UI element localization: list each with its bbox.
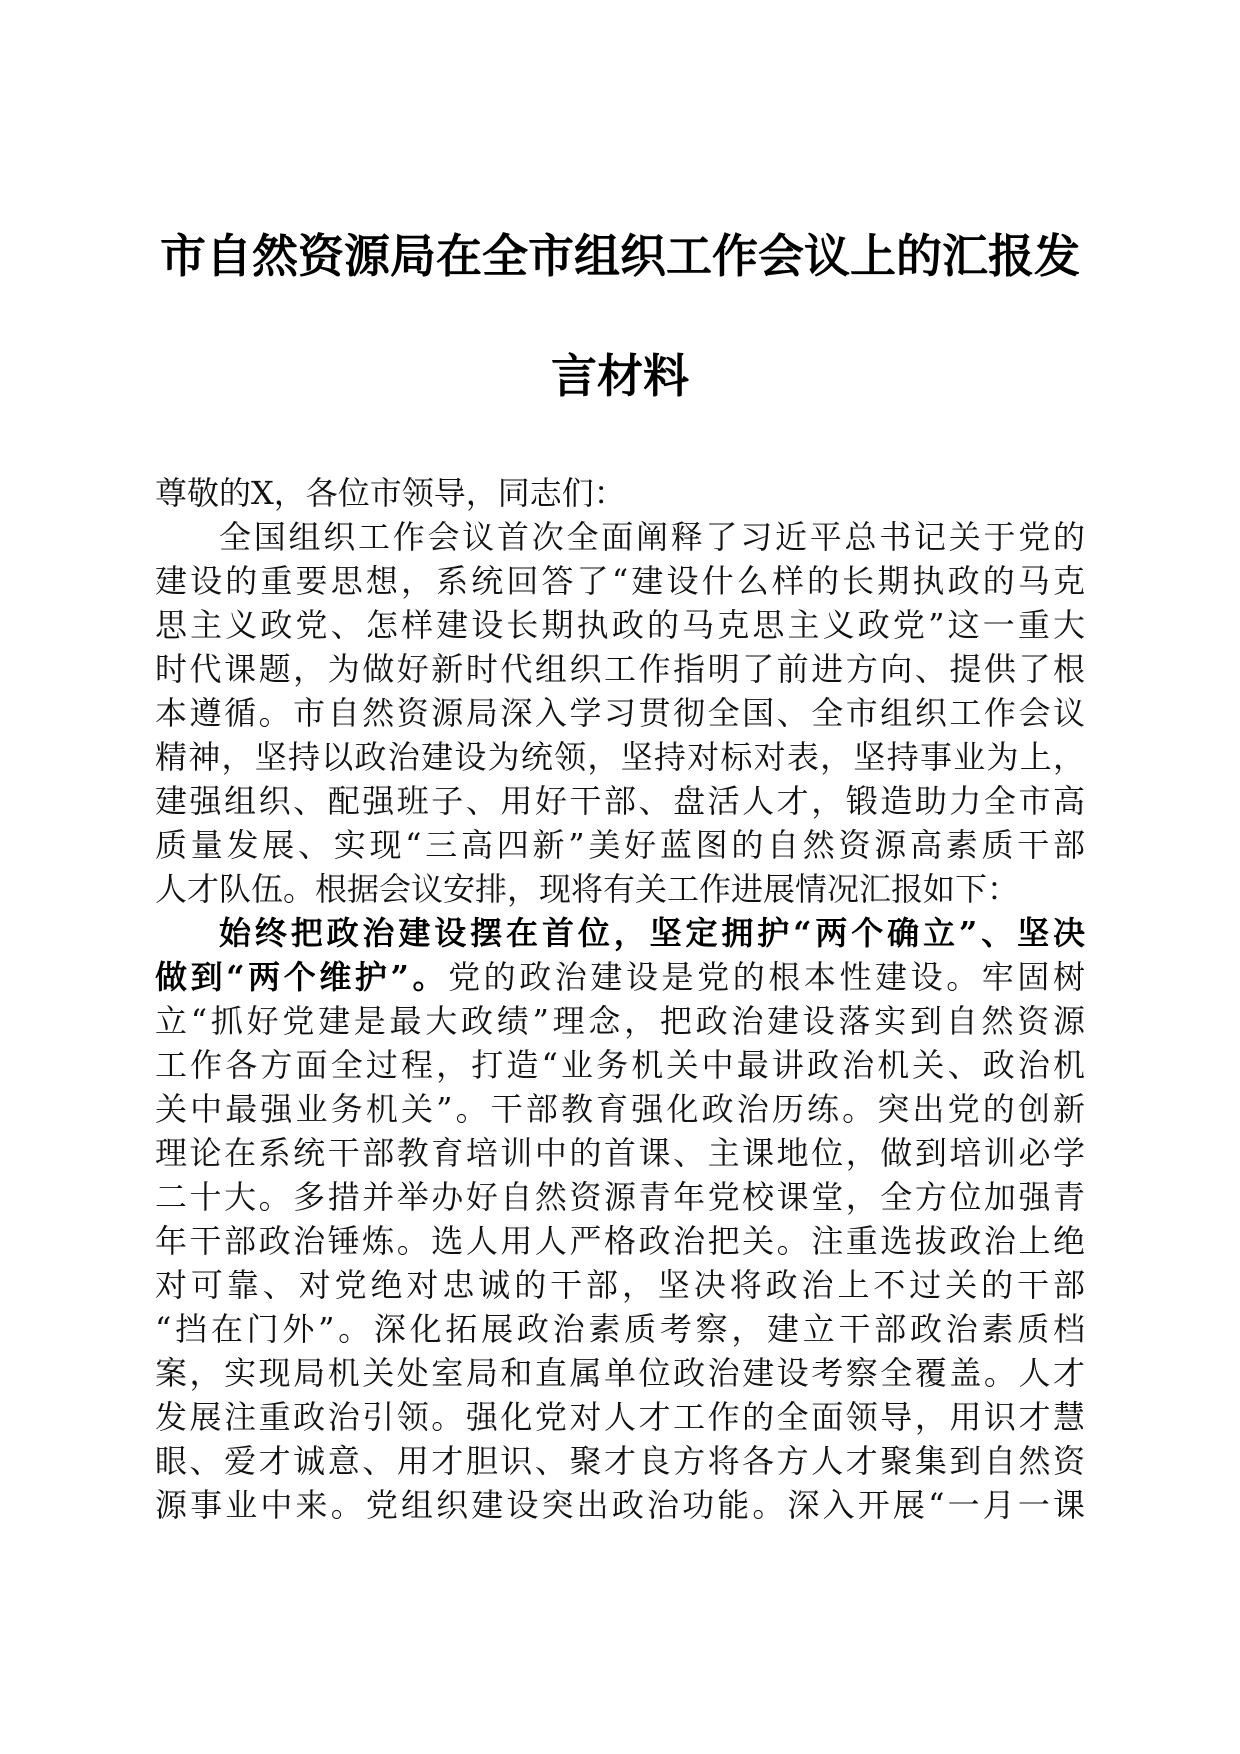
paragraph-2-line: 关中最强业务机关”。干部教育强化政治历练。突出党的创新 [155,1090,1085,1128]
paragraph-2-line: 年干部政治锤炼。选人用人严格政治把关。注重选拔政治上绝 [155,1222,1085,1260]
paragraph-2-line: 工作各方面全过程，打造“业务机关中最讲政治机关、政治机 [155,1046,1085,1084]
paragraph-2-line [155,957,1085,997]
paragraph-1-line: 时代课题，为做好新时代组织工作指明了前进方向、提供了根 [155,650,1085,688]
document-title-line-1: 市自然资源局在全市组织工作会议上的汇报发 [160,229,1080,283]
paragraph-2-line: 立“抓好党建是最大政绩”理念，把政治建设落实到自然资源 [155,1002,1085,1040]
paragraph-2-line: 案，实现局机关处室局和直属单位政治建设考察全覆盖。人才 [155,1354,1085,1392]
paragraph-2-heading: 始终把政治建设摆在首位，坚定拥护“两个确立”、坚决 [219,914,1085,952]
paragraph-2-line: 二十大。多措并举办好自然资源青年党校课堂，全方位加强青 [155,1178,1085,1216]
paragraph-2-line: “挡在门外”。深化拓展政治素质考察，建立干部政治素质档 [155,1310,1085,1348]
paragraph-2-text: 党的政治建设是党的根本性建设。牢固树 [448,958,1085,996]
paragraph-2-line: 理论在系统干部教育培训中的首课、主课地位，做到培训必学 [155,1134,1085,1172]
paragraph-2-line: 眼、爱才诚意、用才胆识、聚才良方将各方人才聚集到自然资 [155,1442,1085,1480]
document-title-line-2: 言材料 [551,349,689,403]
paragraph-2-heading-end: 做到“两个维护”。 [155,958,449,996]
paragraph-2-line: 发展注重政治引领。强化党对人才工作的全面领导，用识才慧 [155,1398,1085,1436]
salutation: 尊敬的X，各位市领导，同志们： [155,474,626,512]
paragraph-1-line: 质量发展、实现“三高四新”美好蓝图的自然资源高素质干部 [155,826,1085,864]
paragraph-1-line: 思主义政党、怎样建设长期执政的马克思主义政党”这一重大 [155,606,1085,644]
paragraph-1-line: 建强组织、配强班子、用好干部、盘活人才，锻造助力全市高 [155,782,1085,820]
paragraph-1-line: 人才队伍。根据会议安排，现将有关工作进展情况汇报如下： [155,870,1020,908]
paragraph-1-line: 建设的重要思想，系统回答了“建设什么样的长期执政的马克 [155,562,1085,600]
paragraph-1-line: 精神，坚持以政治建设为统领，坚持对标对表，坚持事业为上， [155,738,1085,776]
paragraph-1-line: 本遵循。市自然资源局深入学习贯彻全国、全市组织工作会议 [155,694,1085,732]
paragraph-2-line: 源事业中来。党组织建设突出政治功能。深入开展“一月一课 [155,1486,1085,1524]
paragraph-1-line: 全国组织工作会议首次全面阐释了习近平总书记关于党的 [219,518,1085,556]
paragraph-2-line: 对可靠、对党绝对忠诚的干部，坚决将政治上不过关的干部 [155,1266,1085,1304]
